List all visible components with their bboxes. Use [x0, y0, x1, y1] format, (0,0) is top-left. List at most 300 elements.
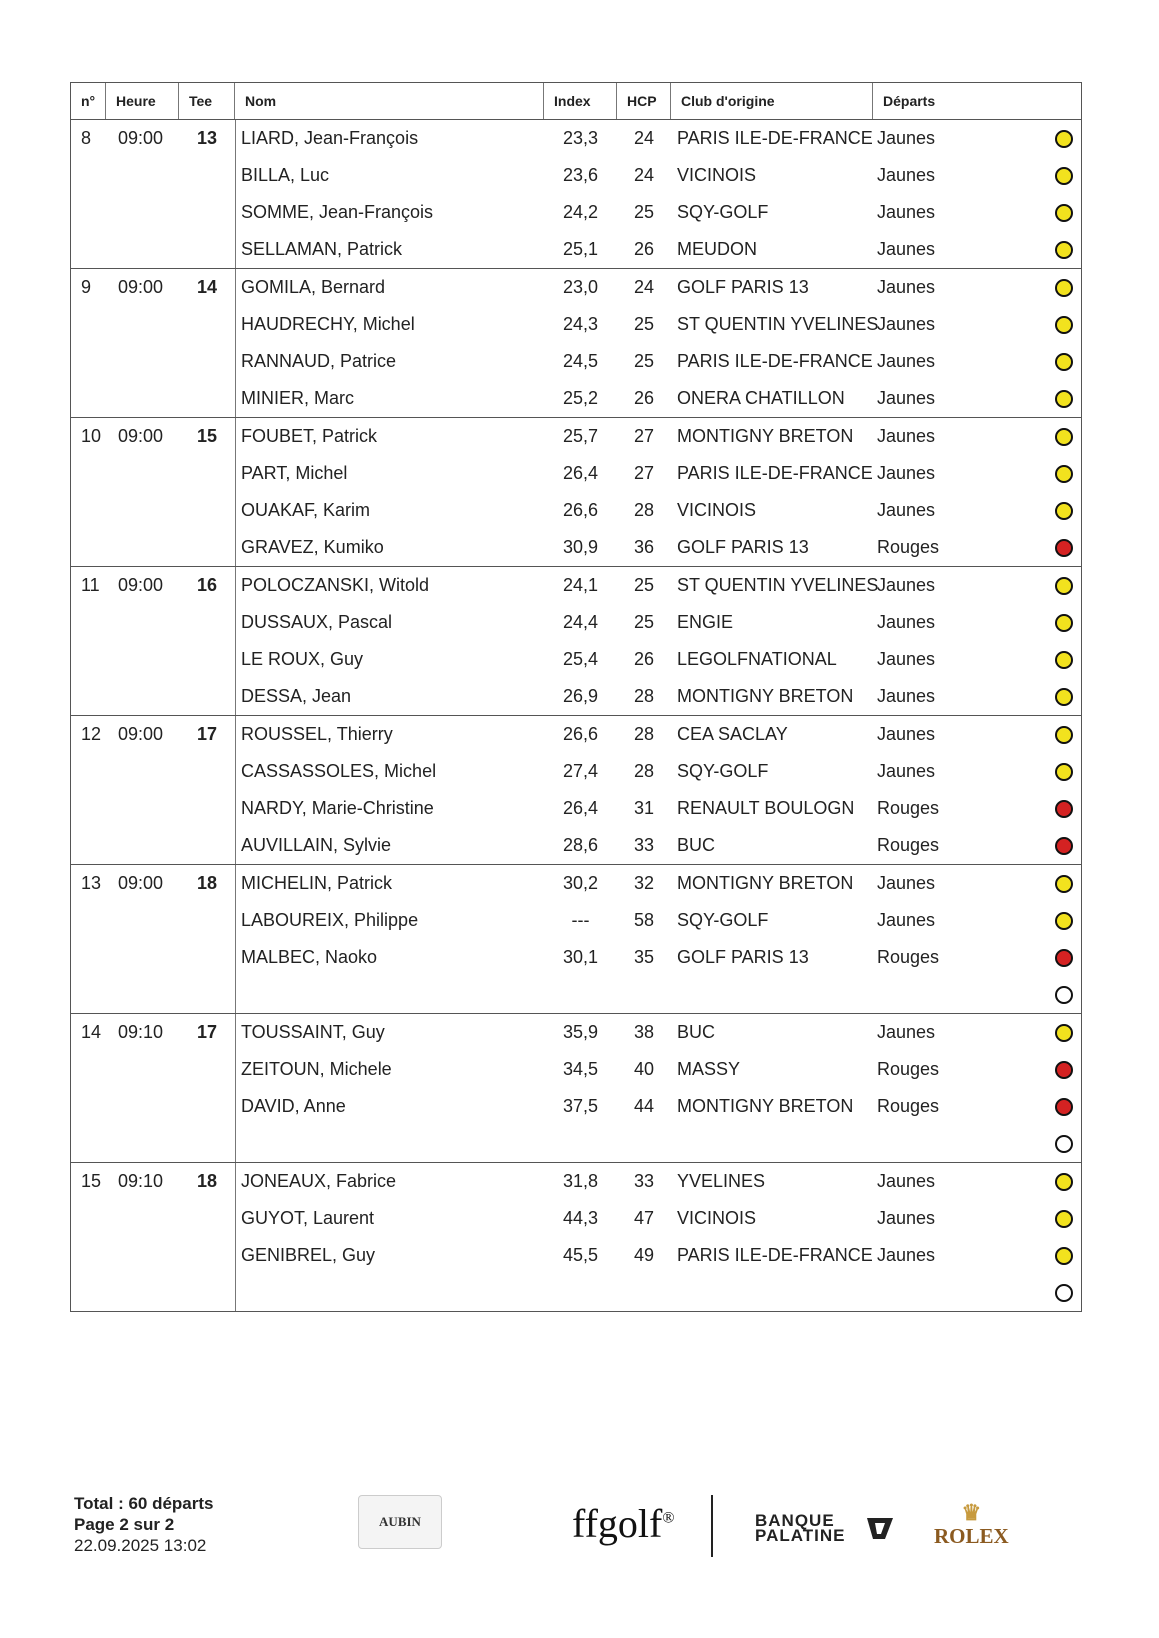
player-hcp: 26: [633, 388, 655, 408]
header-club: Club d'origine: [671, 83, 873, 119]
tee-color-label: Jaunes: [877, 426, 936, 446]
player-departs: [873, 686, 1081, 707]
player-club: CEA SACLAY: [677, 724, 788, 744]
group-12: [71, 716, 1081, 865]
tee-color-icon: [1055, 912, 1073, 930]
player-departs: [873, 986, 1081, 1004]
group-number: 12: [81, 724, 102, 744]
player-departs: [873, 575, 1081, 596]
table-row: [71, 976, 1081, 1013]
tee-color-icon: [1055, 1247, 1073, 1265]
tee-color-icon: [1055, 428, 1073, 446]
player-name: PART, Michel: [241, 463, 348, 483]
player-index: 25,7: [562, 426, 599, 446]
page-number: Page 2 sur 2: [74, 1515, 175, 1534]
player-club: ENGIE: [677, 612, 734, 632]
player-hcp: 35: [633, 947, 655, 967]
player-club: VICINOIS: [677, 500, 757, 520]
tee-color-icon: [1055, 1135, 1073, 1153]
table-row: [71, 1014, 1081, 1051]
player-departs: [873, 1284, 1081, 1302]
tee-color-label: Jaunes: [877, 575, 936, 595]
player-name: GOMILA, Bernard: [241, 277, 386, 297]
table-row: [71, 343, 1081, 380]
groups-container: [71, 120, 1081, 1311]
tee-color-icon: [1055, 167, 1073, 185]
tee-color-label: Jaunes: [877, 1022, 936, 1042]
table-row: [71, 1088, 1081, 1125]
player-club: VICINOIS: [677, 165, 757, 185]
group-number: 8: [81, 128, 92, 148]
tee-color-icon: [1055, 688, 1073, 706]
player-index: 26,9: [562, 686, 599, 706]
player-departs: [873, 426, 1081, 447]
player-name: BILLA, Luc: [241, 165, 330, 185]
header-time: Heure: [106, 83, 179, 119]
table-row: [71, 1051, 1081, 1088]
player-hcp: 28: [633, 761, 655, 781]
player-club: ST QUENTIN YVELINES: [677, 575, 879, 595]
player-index: 31,8: [562, 1171, 599, 1191]
tee-color-icon: [1055, 353, 1073, 371]
player-club: BUC: [677, 835, 716, 855]
header-num: n°: [71, 83, 106, 119]
player-index: 24,2: [562, 202, 599, 222]
table-row: [71, 902, 1081, 939]
player-index: 45,5: [562, 1245, 599, 1265]
tee-color-icon: [1055, 1098, 1073, 1116]
header-hcp: HCP: [617, 83, 671, 119]
logo-divider: [711, 1495, 713, 1557]
player-hcp: 27: [633, 463, 655, 483]
footer-info: [74, 1493, 214, 1556]
aubin-logo-text: AUBIN: [379, 1514, 421, 1529]
group-8: [71, 120, 1081, 269]
header-departs: Départs: [883, 93, 936, 109]
tee-color-label: Jaunes: [877, 277, 936, 297]
rolex-logo: [934, 1502, 1009, 1549]
player-club: YVELINES: [677, 1171, 766, 1191]
player-departs: [873, 1022, 1081, 1043]
tee-color-label: Rouges: [877, 947, 940, 967]
tee-color-icon: [1055, 1024, 1073, 1042]
tee-color-label: Rouges: [877, 835, 940, 855]
player-hcp: 24: [633, 165, 655, 185]
tee-color-icon: [1055, 1173, 1073, 1191]
player-index: 26,4: [562, 798, 599, 818]
player-index: 35,9: [562, 1022, 599, 1042]
group-number: 10: [81, 426, 102, 446]
player-hcp: 26: [633, 649, 655, 669]
player-name: HAUDRECHY, Michel: [241, 314, 415, 334]
player-club: MASSY: [677, 1059, 741, 1079]
player-hcp: 28: [633, 724, 655, 744]
player-departs: [873, 128, 1081, 149]
table-row: [71, 529, 1081, 566]
start-time: 09:00: [118, 128, 164, 148]
tee-color-icon: [1055, 130, 1073, 148]
tee-color-label: Jaunes: [877, 873, 936, 893]
player-name: MALBEC, Naoko: [241, 947, 378, 967]
table-row: [71, 567, 1081, 604]
start-list-table: [70, 82, 1082, 1312]
table-row: [71, 1237, 1081, 1274]
player-club: MONTIGNY BRETON: [677, 873, 854, 893]
tee-color-label: Jaunes: [877, 612, 936, 632]
player-name: TOUSSAINT, Guy: [241, 1022, 385, 1042]
player-index: 27,4: [562, 761, 599, 781]
tee-color-label: Jaunes: [877, 314, 936, 334]
start-tee: 17: [197, 1022, 218, 1042]
group-number: 11: [81, 575, 100, 595]
table-row: [71, 716, 1081, 753]
player-name: JONEAUX, Fabrice: [241, 1171, 397, 1191]
total-departs: Total : 60 départs: [74, 1494, 214, 1513]
player-hcp: 36: [633, 537, 655, 557]
banque-line1: BANQUE: [755, 1511, 835, 1530]
start-tee: 15: [197, 426, 218, 446]
player-departs: [873, 761, 1081, 782]
player-club: VICINOIS: [677, 1208, 757, 1228]
player-index: 24,4: [562, 612, 599, 632]
player-departs: [873, 1245, 1081, 1266]
player-departs: [873, 500, 1081, 521]
tee-color-icon: [1055, 502, 1073, 520]
player-departs: [873, 612, 1081, 633]
player-club: MONTIGNY BRETON: [677, 1096, 854, 1116]
registered-mark: ®: [662, 1509, 675, 1527]
table-row: [71, 939, 1081, 976]
player-name: AUVILLAIN, Sylvie: [241, 835, 392, 855]
tee-color-icon: [1055, 279, 1073, 297]
player-name: ROUSSEL, Thierry: [241, 724, 393, 744]
ffgolf-logo-text: ffgolf: [572, 1501, 663, 1546]
tee-color-label: Jaunes: [877, 910, 936, 930]
table-row: [71, 641, 1081, 678]
start-time: 09:10: [118, 1022, 164, 1042]
player-hcp: 44: [633, 1096, 655, 1116]
player-index: 34,5: [562, 1059, 599, 1079]
player-index: 24,5: [562, 351, 599, 371]
group-15: [71, 1163, 1081, 1311]
player-departs: [873, 463, 1081, 484]
player-hcp: 49: [633, 1245, 655, 1265]
player-club: SQY-GOLF: [677, 910, 769, 930]
player-name: ZEITOUN, Michele: [241, 1059, 392, 1079]
header-index: Index: [544, 83, 617, 119]
group-10: [71, 418, 1081, 567]
player-name: POLOCZANSKI, Witold: [241, 575, 430, 595]
player-name: GRAVEZ, Kumiko: [241, 537, 384, 557]
player-club: ONERA CHATILLON: [677, 388, 845, 408]
player-index: 26,6: [562, 500, 599, 520]
player-name: OUAKAF, Karim: [241, 500, 371, 520]
player-name: DUSSAUX, Pascal: [241, 612, 393, 632]
player-name: CASSASSOLES, Michel: [241, 761, 437, 781]
tee-color-label: Jaunes: [877, 128, 936, 148]
player-club: MEUDON: [677, 239, 757, 259]
tee-color-icon: [1055, 241, 1073, 259]
table-row: [71, 678, 1081, 715]
player-hcp: 25: [633, 314, 655, 334]
tee-color-label: Jaunes: [877, 1208, 936, 1228]
table-row: [71, 455, 1081, 492]
tee-color-label: Rouges: [877, 537, 940, 557]
player-name: SELLAMAN, Patrick: [241, 239, 403, 259]
tee-color-label: Jaunes: [877, 165, 936, 185]
table-row: [71, 790, 1081, 827]
player-index: 30,9: [562, 537, 599, 557]
player-index: 28,6: [562, 835, 599, 855]
tee-color-icon: [1055, 726, 1073, 744]
player-departs: [873, 314, 1081, 335]
banque-palatine-logo: [755, 1513, 845, 1543]
player-departs: [873, 277, 1081, 298]
player-club: GOLF PARIS 13: [677, 537, 809, 557]
player-departs: [873, 649, 1081, 670]
ffgolf-logo: [572, 1500, 675, 1547]
player-hcp: 24: [633, 277, 655, 297]
player-hcp: 27: [633, 426, 655, 446]
player-index: 30,2: [562, 873, 599, 893]
start-tee: 13: [197, 128, 218, 148]
table-row: [71, 1125, 1081, 1162]
rolex-logo-text: ROLEX: [934, 1524, 1009, 1548]
player-departs: [873, 1096, 1081, 1117]
tee-color-label: Rouges: [877, 798, 940, 818]
player-name: DESSA, Jean: [241, 686, 352, 706]
player-club: ST QUENTIN YVELINES: [677, 314, 879, 334]
player-departs: [873, 1171, 1081, 1192]
aubin-logo: [358, 1495, 442, 1549]
player-index: ---: [571, 910, 590, 930]
banque-line2: PALATINE: [755, 1526, 846, 1545]
player-name: LIARD, Jean-François: [241, 128, 419, 148]
table-row: [71, 865, 1081, 902]
tee-color-icon: [1055, 986, 1073, 1004]
player-departs: [873, 910, 1081, 931]
start-time: 09:10: [118, 1171, 164, 1191]
player-departs: [873, 351, 1081, 372]
player-departs: [873, 202, 1081, 223]
player-club: MONTIGNY BRETON: [677, 686, 854, 706]
tee-color-icon: [1055, 1061, 1073, 1079]
player-departs: [873, 388, 1081, 409]
player-index: 24,1: [562, 575, 599, 595]
table-row: [71, 604, 1081, 641]
tee-color-icon: [1055, 390, 1073, 408]
table-row: [71, 492, 1081, 529]
start-tee: 14: [197, 277, 218, 297]
player-name: GENIBREL, Guy: [241, 1245, 376, 1265]
player-hcp: 25: [633, 612, 655, 632]
player-departs: [873, 239, 1081, 260]
player-hcp: 25: [633, 575, 655, 595]
player-departs: [873, 1135, 1081, 1153]
tee-color-label: Jaunes: [877, 239, 936, 259]
player-index: 26,4: [562, 463, 599, 483]
player-hcp: 26: [633, 239, 655, 259]
player-name: FOUBET, Patrick: [241, 426, 378, 446]
player-club: MONTIGNY BRETON: [677, 426, 854, 446]
tee-color-label: Jaunes: [877, 351, 936, 371]
tee-color-icon: [1055, 539, 1073, 557]
table-row: [71, 1274, 1081, 1311]
player-hcp: 32: [633, 873, 655, 893]
player-club: PARIS ILE-DE-FRANCE: [677, 1245, 873, 1265]
header-tee: Tee: [179, 83, 235, 119]
player-departs: [873, 947, 1081, 968]
table-row: [71, 269, 1081, 306]
group-9: [71, 269, 1081, 418]
tee-color-label: Rouges: [877, 1096, 940, 1116]
player-departs: [873, 724, 1081, 745]
player-departs: [873, 1059, 1081, 1080]
table-row: [71, 418, 1081, 455]
group-number: 15: [81, 1171, 102, 1191]
player-club: SQY-GOLF: [677, 202, 769, 222]
player-departs: [873, 1208, 1081, 1229]
start-tee: 18: [197, 1171, 218, 1191]
player-hcp: 24: [633, 128, 655, 148]
player-hcp: 38: [633, 1022, 655, 1042]
tee-color-label: Jaunes: [877, 500, 936, 520]
palatine-mark-icon: [863, 1515, 893, 1541]
start-time: 09:00: [118, 575, 164, 595]
player-hcp: 25: [633, 202, 655, 222]
player-hcp: 28: [633, 686, 655, 706]
player-index: 25,4: [562, 649, 599, 669]
table-row: [71, 827, 1081, 864]
tee-color-label: Jaunes: [877, 202, 936, 222]
player-index: 24,3: [562, 314, 599, 334]
player-hcp: 31: [633, 798, 655, 818]
tee-color-icon: [1055, 651, 1073, 669]
player-club: PARIS ILE-DE-FRANCE: [677, 128, 873, 148]
table-row: [71, 306, 1081, 343]
tee-color-icon: [1055, 465, 1073, 483]
tee-color-icon: [1055, 577, 1073, 595]
player-name: LE ROUX, Guy: [241, 649, 364, 669]
player-index: 30,1: [562, 947, 599, 967]
player-name: NARDY, Marie-Christine: [241, 798, 434, 818]
print-date: 22.09.2025 13:02: [74, 1536, 207, 1555]
player-departs: [873, 165, 1081, 186]
player-club: LEGOLFNATIONAL: [677, 649, 837, 669]
player-club: BUC: [677, 1022, 716, 1042]
group-14: [71, 1014, 1081, 1163]
player-index: 23,6: [562, 165, 599, 185]
group-number: 14: [81, 1022, 102, 1042]
player-hcp: 40: [633, 1059, 655, 1079]
table-row: [71, 753, 1081, 790]
tee-color-icon: [1055, 1210, 1073, 1228]
table-header: [71, 83, 1081, 120]
player-index: 44,3: [562, 1208, 599, 1228]
player-hcp: 47: [633, 1208, 655, 1228]
player-departs: [873, 835, 1081, 856]
tee-color-icon: [1055, 614, 1073, 632]
player-index: 25,2: [562, 388, 599, 408]
player-index: 26,6: [562, 724, 599, 744]
player-name: MINIER, Marc: [241, 388, 355, 408]
player-hcp: 25: [633, 351, 655, 371]
group-11: [71, 567, 1081, 716]
player-name: MICHELIN, Patrick: [241, 873, 393, 893]
tee-color-label: Rouges: [877, 1059, 940, 1079]
player-index: 37,5: [562, 1096, 599, 1116]
player-hcp: 28: [633, 500, 655, 520]
player-club: PARIS ILE-DE-FRANCE: [677, 463, 873, 483]
player-hcp: 33: [633, 835, 655, 855]
table-row: [71, 120, 1081, 157]
player-name: DAVID, Anne: [241, 1096, 346, 1116]
player-hcp: 33: [633, 1171, 655, 1191]
tee-color-icon: [1055, 800, 1073, 818]
tee-color-icon: [1055, 763, 1073, 781]
start-time: 09:00: [118, 873, 164, 893]
tee-color-label: Jaunes: [877, 388, 936, 408]
player-hcp: 58: [633, 910, 655, 930]
start-time: 09:00: [118, 426, 164, 446]
tee-color-label: Jaunes: [877, 724, 936, 744]
tee-color-icon: [1055, 949, 1073, 967]
crown-icon: ♛: [961, 1500, 982, 1525]
table-row: [71, 1200, 1081, 1237]
player-club: RENAULT BOULOGN: [677, 798, 855, 818]
tee-color-label: Jaunes: [877, 649, 936, 669]
tee-color-icon: [1055, 316, 1073, 334]
start-tee: 18: [197, 873, 218, 893]
table-row: [71, 194, 1081, 231]
player-club: PARIS ILE-DE-FRANCE: [677, 351, 873, 371]
start-time: 09:00: [118, 724, 164, 744]
tee-color-label: Jaunes: [877, 1171, 936, 1191]
player-index: 23,3: [562, 128, 599, 148]
player-club: GOLF PARIS 13: [677, 947, 809, 967]
tee-color-label: Jaunes: [877, 761, 936, 781]
player-name: LABOUREIX, Philippe: [241, 910, 419, 930]
start-tee: 16: [197, 575, 218, 595]
table-row: [71, 1163, 1081, 1200]
table-row: [71, 231, 1081, 268]
player-name: RANNAUD, Patrice: [241, 351, 397, 371]
tee-color-icon: [1055, 1284, 1073, 1302]
group-number: 13: [81, 873, 102, 893]
header-name: Nom: [235, 83, 544, 119]
tee-color-label: Jaunes: [877, 463, 936, 483]
player-index: 23,0: [562, 277, 599, 297]
table-row: [71, 157, 1081, 194]
start-time: 09:00: [118, 277, 164, 297]
player-index: 25,1: [562, 239, 599, 259]
player-departs: [873, 873, 1081, 894]
player-name: GUYOT, Laurent: [241, 1208, 375, 1228]
tee-color-icon: [1055, 875, 1073, 893]
player-name: SOMME, Jean-François: [241, 202, 434, 222]
player-departs: [873, 798, 1081, 819]
tee-color-label: Jaunes: [877, 1245, 936, 1265]
group-number: 9: [81, 277, 92, 297]
player-club: SQY-GOLF: [677, 761, 769, 781]
tee-color-icon: [1055, 837, 1073, 855]
player-departs: [873, 537, 1081, 558]
tee-color-icon: [1055, 204, 1073, 222]
player-club: GOLF PARIS 13: [677, 277, 809, 297]
group-13: [71, 865, 1081, 1014]
table-row: [71, 380, 1081, 417]
tee-color-label: Jaunes: [877, 686, 936, 706]
